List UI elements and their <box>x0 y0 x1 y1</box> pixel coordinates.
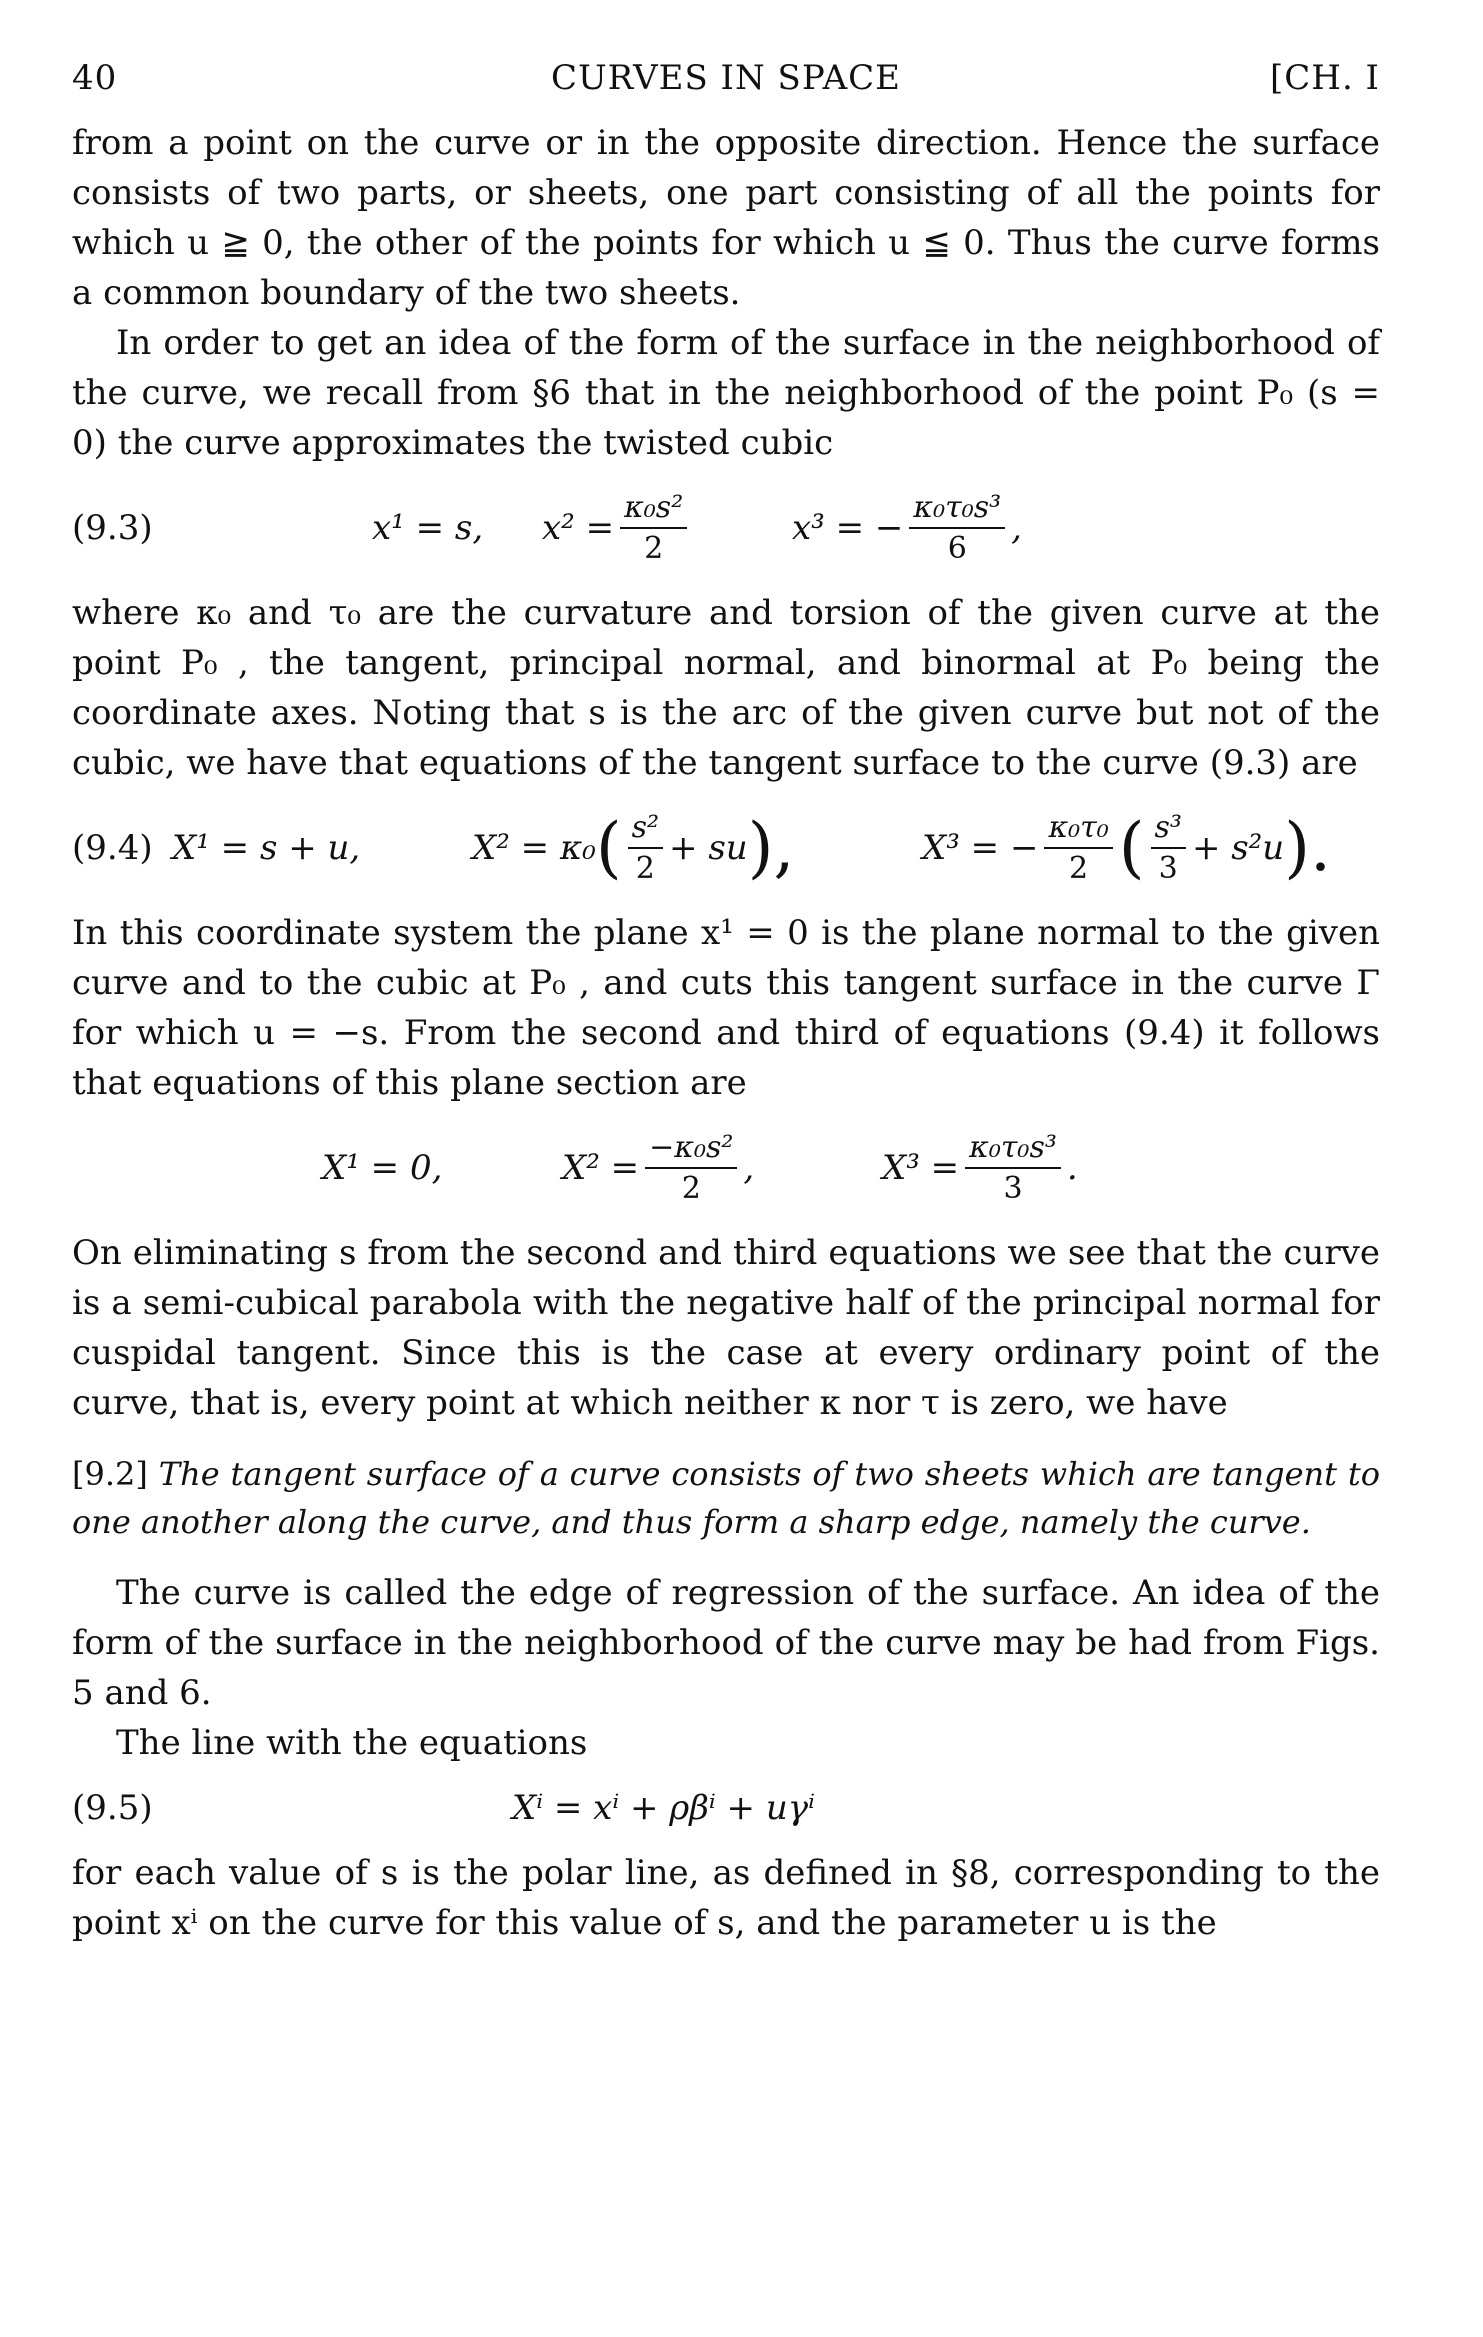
eq93-part-a: x¹ = s, <box>372 508 484 548</box>
eq94-part-c: X³ = − $\frac{\text{κ₀τ₀}}{2}$ ( $\frac{\text{s³}}{3}$ + s²u ). <box>922 809 1331 886</box>
paragraph-6: The curve is called the edge of regression of the surface. An idea of the form of the surface in the neighborhood of the curve may be had from Figs. 5 and 6. <box>72 1573 1380 1713</box>
eq94-part-b: X² = κ₀ ( $\frac{\text{s²}}{2}$ + su ), <box>472 809 795 886</box>
running-title: CURVES IN SPACE <box>551 58 901 98</box>
paragraph-5: On eliminating s from the second and third equations we see that the curve is a semi-cubical parabola with the negative half of the principal normal for cuspidal tangent. Since this is the case at every ordinary point of the curve, that is, every point at which neither κ nor τ is zero, we have <box>72 1233 1380 1423</box>
eq93-part-b: x² = $\frac{\text{κ₀s²}}{2}$ <box>542 468 693 588</box>
equation-label: (9.5) <box>72 1788 153 1828</box>
theorem-number: [9.2] <box>72 1455 148 1493</box>
equation-plane-section <box>72 1108 1380 1228</box>
eq94-part-a: X¹ = s + u, <box>172 828 361 868</box>
section-part-a: X¹ = 0, <box>322 1148 443 1188</box>
equation-label: (9.4) <box>72 828 153 868</box>
section-part-c: X³ = $\frac{\text{κ₀τ₀s³}}{3}$ . <box>882 1130 1078 1206</box>
section-part-b: X² = $\frac{\text{−κ₀s²}}{2}$ , <box>562 1130 755 1206</box>
equation-9-3 <box>72 468 1380 588</box>
running-header <box>72 58 1380 118</box>
equation-9-4 <box>72 788 1380 908</box>
chapter-label: [CH. I <box>1270 58 1380 98</box>
equation-9-5 <box>72 1768 1380 1848</box>
theorem-9-2 <box>72 1450 1380 1546</box>
eq93-part-c: x³ = − $\frac{\text{κ₀τ₀s³}}{6}$ , <box>792 490 1022 566</box>
eq95-body: Xⁱ = xⁱ + ρβⁱ + uγⁱ <box>512 1788 815 1828</box>
page-number: 40 <box>72 58 118 98</box>
theorem-text: The tangent surface of a curve consists of two sheets which are tangent to one another along the curve, and thus form a sharp edge, namely the curve. <box>72 1455 1381 1541</box>
paragraph-7: The line with the equations <box>116 1723 588 1763</box>
paragraph-3: where κ₀ and τ₀ are the curvature and torsion of the given curve at the point P₀ , the tangent, principal normal, and binormal at P₀ being the coordinate axes. Noting that s is the arc of the given curve but not of the cubic, we have that equations of the tangent surface to the curve (9.3) are <box>72 593 1380 783</box>
paragraph-1: from a point on the curve or in the opposite direction. Hence the surface consists of two parts, or sheets, one part consisting of all the points for which u ≧ 0, the other of the points for which u ≦ 0. Thus the curve forms a common boundary of the two sheets. <box>72 123 1380 313</box>
paragraph-4: In this coordinate system the plane x¹ = 0 is the plane normal to the given curve and to the cubic at P₀ , and cuts this tangent surface in the curve Γ for which u = −s. From the second and third of equations (9.4) it follows that equations of this plane section are <box>72 913 1380 1103</box>
paragraph-8: for each value of s is the polar line, as defined in §8, corresponding to the point xⁱ on the curve for this value of s, and the parameter u is the <box>72 1853 1380 1943</box>
page <box>72 58 1380 1948</box>
equation-label: (9.3) <box>72 508 153 548</box>
paragraph-2: In order to get an idea of the form of the surface in the neighborhood of the curve, we recall from §6 that in the neighborhood of the point P₀ (s = 0) the curve approximates the twisted cubic <box>72 323 1380 463</box>
